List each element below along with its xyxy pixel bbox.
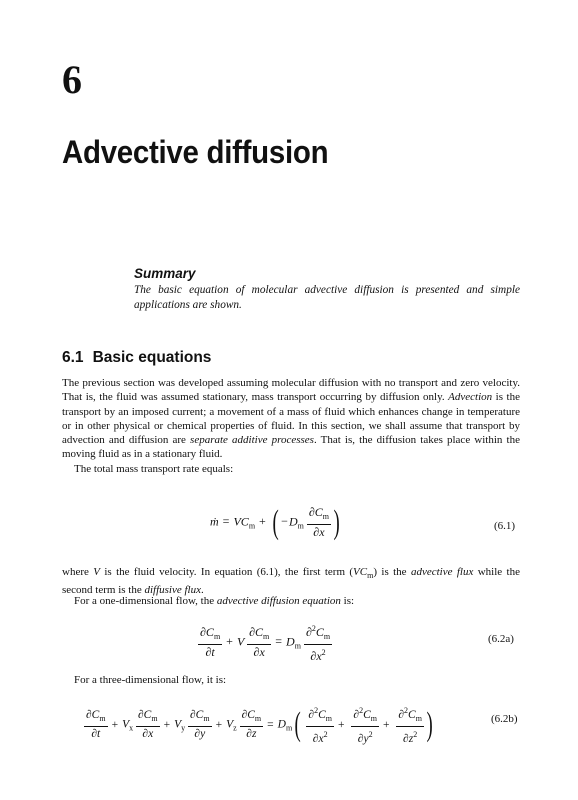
section-heading (62, 349, 211, 367)
chapter-number: 6 (62, 57, 82, 102)
text-span: For a one-dimensional flow, the (74, 595, 217, 607)
summary-text: The basic equation of molecular advective diffusion is presented and simple applications are shown. (134, 284, 520, 311)
equation-6-1: ṁ = $VC_m$ + ( $-D_m$ $\frac{\partial C_m}{\partial x}$ ) (210, 503, 340, 541)
equation-label-6-1: (6.1) (494, 520, 516, 532)
text-span: . That is, the diffusion takes place within the moving fluid as in a stationary fluid. (62, 434, 520, 461)
emphasis-advection: Advection (448, 391, 493, 404)
paragraph-intro (62, 376, 520, 476)
paragraph-fluxes (62, 565, 520, 598)
paragraph-total-mass: The total mass transport rate equals: (74, 462, 234, 475)
text-span: . (201, 584, 204, 597)
symbol-v: V (93, 566, 100, 578)
text-span: is the transport by an imposed current; a movement of a mass of fluid which enhances change in temperature or in other physical or chemical properties of fluid. In this section, we shall assume that transport by advection and diffusion are (62, 391, 520, 447)
equation-6-2a: $\frac{\partial C_m}{\partial t}$ + V $\frac{\partial C_m}{\partial x}$ = $D_m$ $\frac{\partial^2C_m}{\partial x^2}$ (200, 624, 331, 663)
section-number: 6.1 (62, 349, 84, 366)
summary-heading: Summary (134, 266, 196, 281)
text-span: where (62, 566, 94, 578)
text-span: is: (340, 595, 355, 607)
equation-label-6-2b: (6.2b) (491, 713, 518, 725)
emphasis-separate-additive: separate additive processes (190, 434, 314, 447)
text-span: is the fluid velocity. In equation (6.1), the first term ( (100, 566, 354, 578)
equation-6-2b: $\frac{\partial C_m}{\partial t}$ + $V_x$ $\frac{\partial C_m}{\partial x}$ + $V_y$ $\frac{\partial C_m}{\partial y}$ + $V_z$ $\frac{\partial C_m}{\partial z}$ = $D_m$( $\frac{\partial^2C_m}{\partial x^2}$ + $\frac{\partial^2C_m}{\partial y^2}$ + $\frac{\partial^2C_m}{\partial z^2}$ ) (86, 706, 433, 745)
text-span: The previous section was developed assuming molecular diffusion with no transport and zero velocity. That is, the fluid was assumed stationary, mass transport occurring by diffusion only. (62, 377, 520, 404)
emphasis-advective-diffusion-equation: advective diffusion equation (216, 595, 341, 607)
section-title: Basic equations (92, 349, 212, 366)
subscript-m: m (367, 571, 374, 580)
text-span: while the second term is the (62, 566, 520, 597)
equation-label-6-2a: (6.2a) (488, 633, 514, 645)
chapter-title: Advective diffusion (62, 134, 329, 170)
paragraph-three-dimensional: For a three-dimensional flow, it is: (74, 674, 227, 686)
text-span: ) is the (373, 566, 411, 578)
emphasis-advective-flux: advective flux (410, 566, 474, 578)
emphasis-diffusive-flux: diffusive flux (144, 584, 201, 597)
symbol-vc: VC (353, 566, 368, 578)
paragraph-one-dimensional (62, 594, 520, 608)
